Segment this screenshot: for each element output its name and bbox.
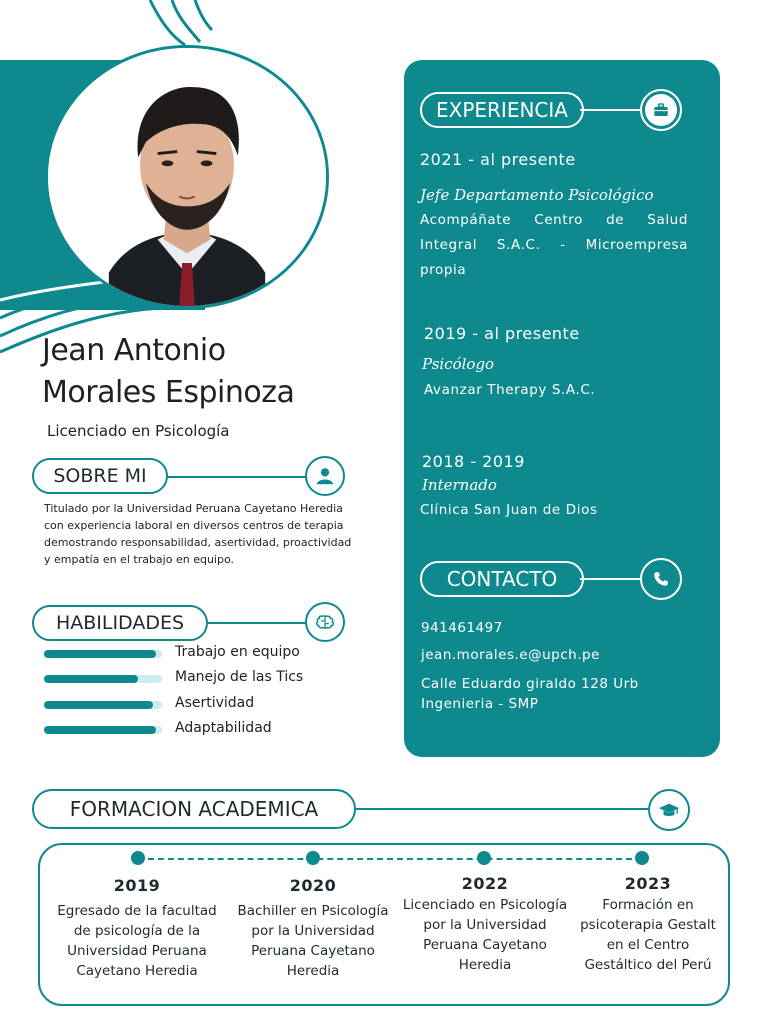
phone-icon: [640, 558, 682, 600]
education-year: 2023: [624, 874, 672, 893]
education-desc: Licenciado en Psicología por la Universidad Peruana Cayetano Heredia: [402, 897, 568, 973]
experience-role: Internado: [422, 476, 497, 494]
briefcase-icon: [640, 89, 682, 131]
name-second-line: Morales Espinoza: [42, 375, 295, 410]
brain-icon: [305, 602, 345, 642]
experience-company: Avanzar Therapy S.A.C.: [424, 382, 596, 398]
contact-email[interactable]: jean.morales.e@upch.pe: [421, 647, 600, 663]
skill-bar-fill: [44, 650, 156, 658]
education-timeline: [138, 858, 642, 860]
timeline-dot: [306, 851, 320, 865]
timeline-dot: [477, 851, 491, 865]
profile-photo: [45, 45, 329, 309]
skill-bar-fill: [44, 726, 156, 734]
education-item: [562, 874, 734, 975]
skills-heading-text: HABILIDADES: [55, 612, 185, 634]
about-text: Titulado por la Universidad Peruana Cayetano Heredia con experiencia laboral en diversos centros de terapia demostrando responsabilidad, asertividad, proactividad y empatía en el trabajo en equipo.: [44, 502, 352, 566]
about-heading: [32, 458, 168, 494]
education-year: 2020: [289, 876, 337, 895]
contact-heading-text: CONTACTO: [446, 567, 558, 591]
experience-heading: [420, 92, 584, 128]
skill-row: [44, 695, 344, 715]
skill-bar: [44, 650, 162, 658]
timeline-dot: [131, 851, 145, 865]
contact-divider: [580, 578, 642, 580]
full-name: [42, 330, 372, 414]
skill-bar-fill: [44, 701, 153, 709]
experience-period: 2019 - al presente: [424, 324, 580, 343]
contact-phone[interactable]: 941461497: [421, 620, 503, 636]
skill-label: Adaptabilidad: [175, 720, 272, 736]
skill-label: Asertividad: [175, 695, 255, 711]
experience-heading-text: EXPERIENCIA: [436, 98, 568, 122]
skills-heading: [32, 605, 208, 641]
professional-title: Licenciado en Psicología: [47, 422, 230, 440]
timeline-dot: [635, 851, 649, 865]
skill-bar: [44, 701, 162, 709]
education-heading: [32, 789, 356, 829]
experience-company: Clínica San Juan de Dios: [420, 502, 598, 518]
education-divider: [350, 808, 660, 810]
experience-divider: [580, 109, 642, 111]
phone-icon-badge: [645, 563, 677, 595]
education-desc: Formación en psicoterapia Gestalt en el Centro Gestáltico del Perú: [580, 897, 716, 973]
skill-row: [44, 720, 344, 740]
experience-role: Psicólogo: [422, 355, 495, 373]
skill-label: Manejo de las Tics: [175, 669, 304, 685]
education-year: 2022: [461, 874, 509, 893]
education-item: [52, 876, 222, 981]
contact-address: Calle Eduardo giraldo 128 Urb Ingenieria - SMP: [421, 676, 639, 712]
education-heading-text: FORMACION ACADEMICA: [69, 797, 319, 821]
education-item: [400, 874, 570, 975]
briefcase-icon-badge: [645, 94, 677, 126]
skills-divider: [200, 622, 310, 624]
about-divider: [160, 476, 310, 478]
skill-row: [44, 669, 344, 689]
contact-heading: [420, 561, 584, 597]
about-heading-text: SOBRE MI: [53, 465, 147, 487]
skill-bar: [44, 726, 162, 734]
experience-period: 2018 - 2019: [422, 452, 525, 471]
graduation-cap-icon: [648, 789, 690, 831]
user-icon: [305, 456, 345, 496]
education-desc: Egresado de la facultad de psicología de la Universidad Peruana Cayetano Heredia: [57, 903, 217, 979]
education-desc: Bachiller en Psicología por la Universidad Peruana Cayetano Heredia: [237, 903, 389, 979]
skill-row: [44, 644, 344, 664]
avatar: [48, 48, 326, 306]
experience-role: Jefe Departamento Psicológico: [420, 186, 654, 204]
experience-period: 2021 - al presente: [420, 150, 576, 169]
education-year: 2019: [113, 876, 161, 895]
skill-label: Trabajo en equipo: [175, 644, 300, 660]
skill-bar-fill: [44, 675, 138, 683]
name-first-line: Jean Antonio: [42, 333, 226, 368]
education-item: [228, 876, 398, 981]
skill-bar: [44, 675, 162, 683]
experience-company: Acompáñate Centro de Salud Integral S.A.C. - Microempresa propia: [420, 212, 688, 278]
